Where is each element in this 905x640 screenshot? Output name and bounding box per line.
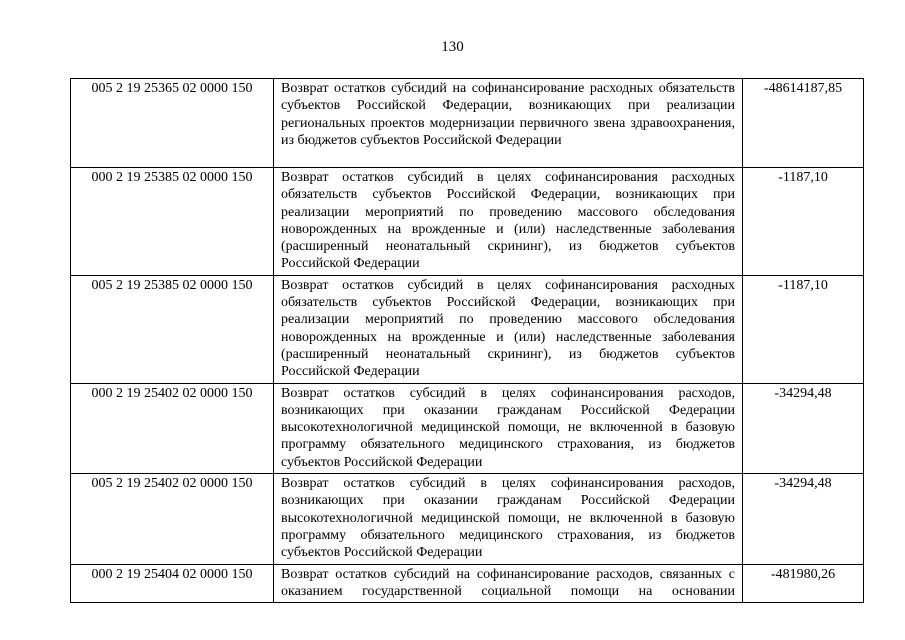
- table-row: [71, 564, 864, 603]
- budget-code: 000 2 19 25402 02 0000 150: [71, 383, 274, 473]
- row-description: Возврат остатков субсидий в целях софинансирования расходных обязательств субъектов Российской Федерации, возникающих при реализации мероприятий по проведению массового обследования новорожденных на врожденные и (или) наследственные заболевания (расширенный неонатальный скрининг), из бюджетов субъектов Российской Федерации: [274, 168, 743, 276]
- budget-code: 005 2 19 25365 02 0000 150: [71, 79, 274, 168]
- table-row: [71, 79, 864, 168]
- budget-table: [70, 78, 864, 603]
- row-amount: -481980,26: [743, 564, 864, 603]
- row-amount: -34294,48: [743, 474, 864, 564]
- row-amount: -1187,10: [743, 275, 864, 383]
- table-row: [71, 168, 864, 276]
- page-number: 130: [441, 39, 464, 55]
- row-amount: -34294,48: [743, 383, 864, 473]
- row-description: Возврат остатков субсидий в целях софинансирования расходов, возникающих при оказании гражданам Российской Федерации высокотехнологичной медицинской помощи, не включенной в базовую программу обязательного медицинского страхования, из бюджетов субъектов Российской Федерации: [274, 383, 743, 473]
- table-row: [71, 474, 864, 564]
- table-row: [71, 383, 864, 473]
- row-description: Возврат остатков субсидий на софинансирование расходов, связанных с оказанием государственной социальной помощи на основании: [274, 564, 743, 603]
- row-amount: -48614187,85: [743, 79, 864, 168]
- row-description: Возврат остатков субсидий в целях софинансирования расходных обязательств субъектов Российской Федерации, возникающих при реализации мероприятий по проведению массового обследования новорожденных на врожденные и (или) наследственные заболевания (расширенный неонатальный скрининг), из бюджетов субъектов Российской Федерации: [274, 275, 743, 383]
- row-description: Возврат остатков субсидий в целях софинансирования расходов, возникающих при оказании гражданам Российской Федерации высокотехнологичной медицинской помощи, не включенной в базовую программу обязательного медицинского страхования, из бюджетов субъектов Российской Федерации: [274, 474, 743, 564]
- row-amount: -1187,10: [743, 168, 864, 276]
- budget-code: 005 2 19 25385 02 0000 150: [71, 275, 274, 383]
- table-row: [71, 275, 864, 383]
- row-description: Возврат остатков субсидий на софинансирование расходных обязательств субъектов Российской Федерации, возникающих при реализации региональных проектов модернизации первичного звена здравоохранения, из бюджетов субъектов Российской Федерации: [274, 79, 743, 168]
- budget-code: 005 2 19 25402 02 0000 150: [71, 474, 274, 564]
- budget-code: 000 2 19 25404 02 0000 150: [71, 564, 274, 603]
- budget-table-body: [71, 79, 864, 603]
- budget-code: 000 2 19 25385 02 0000 150: [71, 168, 274, 276]
